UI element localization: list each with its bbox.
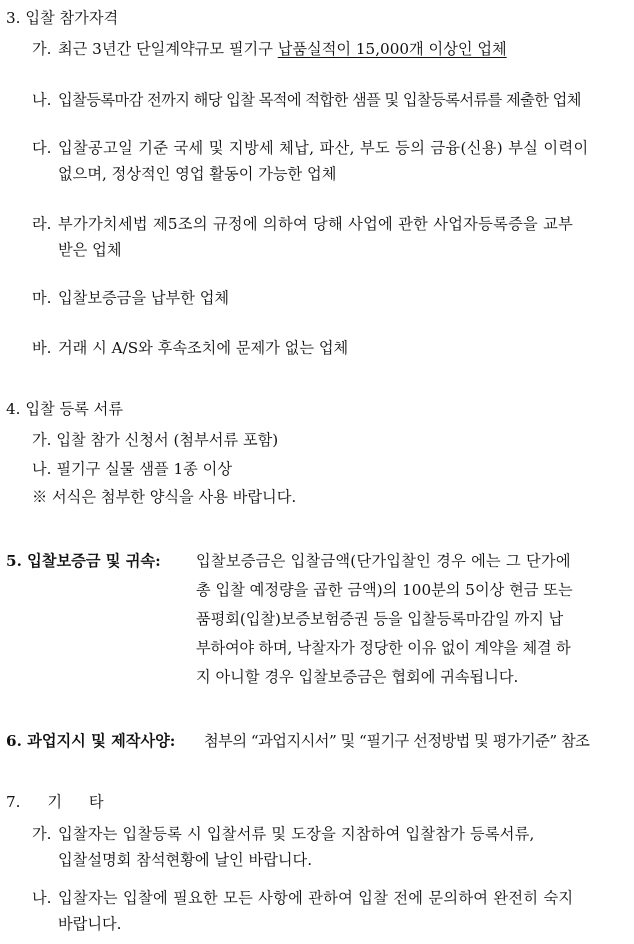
s7-item-ga-line1: 입찰자는 입찰등록 시 입찰서류 및 도장을 지참하여 입찰참가 등록서류, xyxy=(58,825,535,843)
s7-item-na-line1: 입찰자는 입찰에 필요한 모든 사항에 관하여 입찰 전에 문의하여 완전히 숙지 xyxy=(58,889,574,907)
s6-body: 첨부의 “과업지시서” 및 “필기구 선정방법 및 평가기준” 참조 xyxy=(204,732,590,750)
s7-item-ga-marker: 가. xyxy=(32,825,52,843)
s3-item-ra-line1: 부가가치세법 제5조의 규정에 의하여 당해 사업에 관한 사업자등록증을 교부 xyxy=(58,215,574,233)
s4-item-ga: 가. 입찰 참가 신청서 (첨부서류 포함) xyxy=(32,431,279,449)
section-6-heading: 6. 과업지시 및 제작사양: xyxy=(6,732,176,750)
s7-item-ga-line2: 입찰설명회 참석현황에 날인 바랍니다. xyxy=(58,851,313,869)
s5-line4: 부하여야 하며, 낙찰자가 정당한 이유 없이 계약을 체결 하 xyxy=(196,639,571,657)
section-4-heading: 4. 입찰 등록 서류 xyxy=(6,400,124,418)
s5-line5: 지 아니할 경우 입찰보증금은 협회에 귀속됩니다. xyxy=(196,668,519,686)
s3-item-ga-text: 최근 3년간 단일계약규모 필기구 xyxy=(58,40,278,58)
s3-item-na-marker: 나. xyxy=(32,91,52,109)
s3-item-ga-marker: 가. xyxy=(32,40,52,58)
s3-item-ga xyxy=(58,42,507,57)
s3-item-ra-line2: 받은 업체 xyxy=(58,241,122,259)
section-7-heading: 7. 기 타 xyxy=(6,793,104,811)
s4-note: ※ 서식은 첨부한 양식을 사용 바랍니다. xyxy=(32,488,297,506)
section-5-heading: 5. 입찰보증금 및 귀속: xyxy=(6,552,161,570)
s7-item-na-line2: 바랍니다. xyxy=(58,915,122,933)
s3-item-ra-marker: 라. xyxy=(32,215,52,233)
s3-item-da-marker: 다. xyxy=(32,139,52,157)
s3-item-da-line1: 입찰공고일 기준 국세 및 지방세 체납, 파산, 부도 등의 금융(신용) 부실 이력이 xyxy=(58,139,589,157)
section-3-heading: 3. 입찰 참가자격 xyxy=(6,9,119,27)
s7-item-na-marker: 나. xyxy=(32,889,52,907)
s3-item-ma-marker: 마. xyxy=(32,289,52,307)
s3-item-ba: 거래 시 A/S와 후속조치에 문제가 없는 업체 xyxy=(58,339,349,357)
s3-item-da-line2: 없으며, 정상적인 영업 활동이 가능한 업체 xyxy=(58,165,337,183)
s3-item-ga-underlined: 납품실적이 15,000개 이상인 업체 xyxy=(277,40,507,58)
s5-line3: 품평회(입찰)보증보험증권 등을 입찰등록마감일 까지 납 xyxy=(196,610,564,628)
s3-item-ma: 입찰보증금을 납부한 업체 xyxy=(58,289,230,307)
s5-line1: 입찰보증금은 입찰금액(단가입찰인 경우 에는 그 단가에 xyxy=(196,552,571,570)
s5-line2: 총 입찰 예정량을 곱한 금액)의 100분의 5이상 현금 또는 xyxy=(196,581,573,599)
s3-item-ba-marker: 바. xyxy=(32,339,52,357)
s3-item-na: 입찰등록마감 전까지 해당 입찰 목적에 적합한 샘플 및 입찰등록서류를 제출한 업체 xyxy=(58,91,581,109)
s4-item-na: 나. 필기구 실물 샘플 1종 이상 xyxy=(32,460,233,478)
